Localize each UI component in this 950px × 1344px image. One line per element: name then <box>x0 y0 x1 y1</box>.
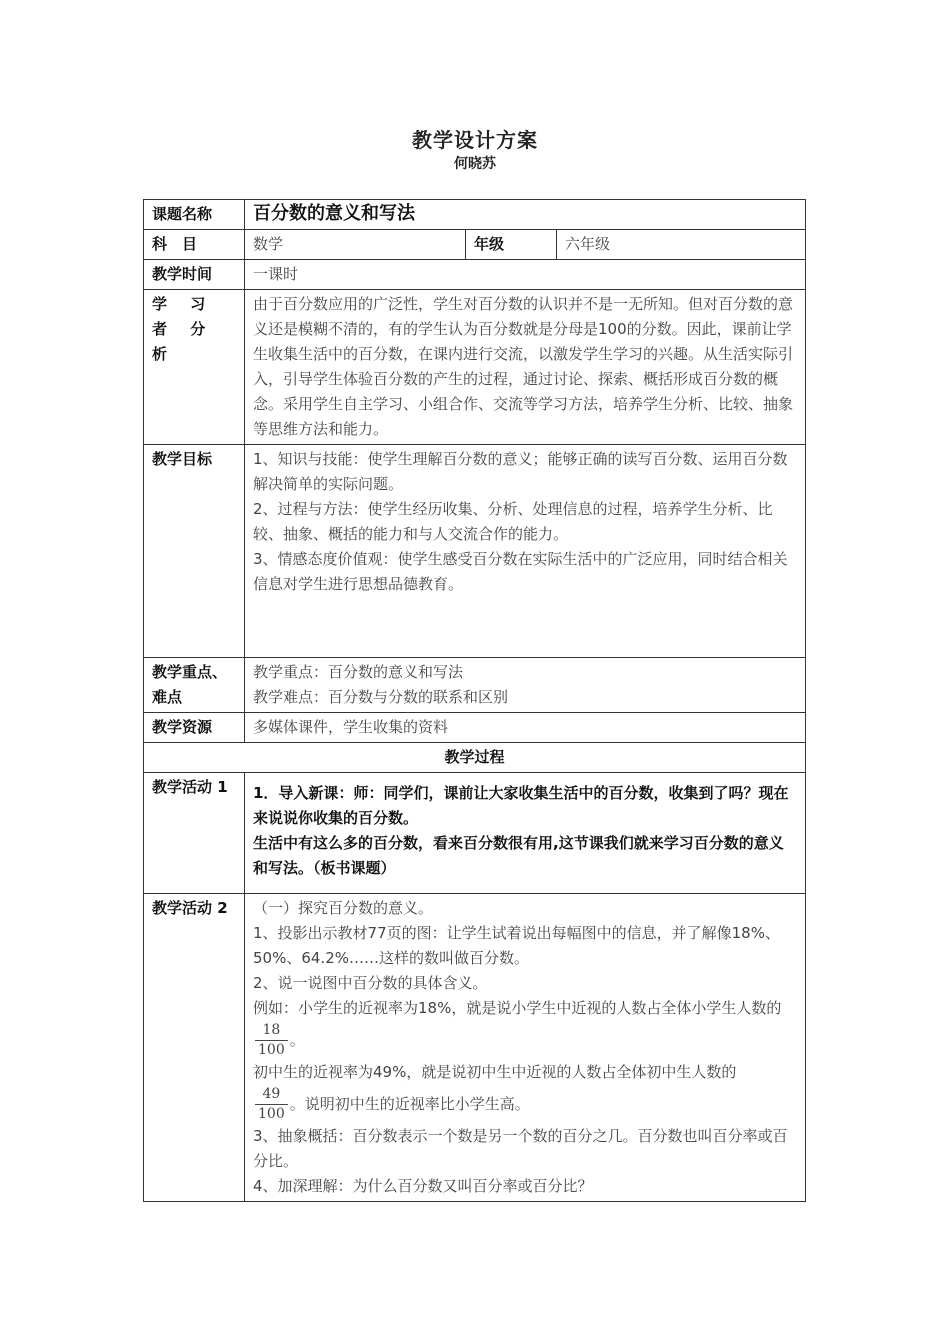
resources-row <box>144 713 806 743</box>
activity2-example <box>253 996 797 1060</box>
fraction-denominator: 100 <box>258 1106 285 1122</box>
learner-row <box>144 290 806 445</box>
key-point: 教学重点：百分数的意义和写法 <box>253 663 464 681</box>
lesson-title: 百分数的意义和写法 <box>253 203 415 224</box>
activity1-label: 教学活动 1 <box>144 773 245 894</box>
time-value: 一课时 <box>245 260 806 290</box>
example-text: 例如：小学生的近视率为18%，就是说小学生中近视的人数占全体小学生人数的 <box>253 999 782 1017</box>
activity2-label: 教学活动 2 <box>144 894 245 1202</box>
activity1-row <box>144 773 806 894</box>
activity1-content <box>245 773 806 894</box>
subject-row <box>144 230 806 260</box>
activity1-summary: 生活中有这么多的百分数，看来百分数很有用,这节课我们就来学习百分数的意义和写法。（板书课题） <box>253 834 784 877</box>
fraction-numerator: 18 <box>255 1021 288 1041</box>
key-points-label: 教学重点、难点 <box>144 658 245 713</box>
goals-label: 教学目标 <box>144 445 245 658</box>
process-heading: 教学过程 <box>144 743 806 773</box>
goal-item: 3、情感态度价值观：使学生感受百分数在实际生活中的广泛应用，同时结合相关信息对学生进行思想品德教育。 <box>253 550 788 593</box>
time-row <box>144 260 806 290</box>
activity2-section-title: （一）探究百分数的意义。 <box>253 899 434 917</box>
activity2-step: 4、加深理解：为什么百分数又叫百分率或百分比？ <box>253 1177 593 1195</box>
fraction-49-100 <box>255 1085 288 1124</box>
topic-value <box>245 200 806 230</box>
activity2-step: 3、抽象概括：百分数表示一个数是另一个数的百分之几。百分数也叫百分率或百分比。 <box>253 1127 788 1170</box>
fraction-numerator: 49 <box>255 1085 288 1105</box>
learner-analysis: 由于百分数应用的广泛性，学生对百分数的认识并不是一无所知。但对百分数的意义还是模糊不清的，有的学生认为百分数就是分母是100的分数。因此，课前让学生收集生活中的百分数，在课内进行交流，以激发学生学习的兴趣。从生活实际引入，引导学生体验百分数的产生的过程，通过讨论、探索、概括形成百分数的概念。采用学生自主学习、小组合作、交流等学习方法，培养学生分析、比较、抽象等思维方法和能力。 <box>245 290 806 445</box>
resources-label: 教学资源 <box>144 713 245 743</box>
fraction-denominator: 100 <box>258 1042 285 1058</box>
fraction-18-100 <box>255 1021 288 1060</box>
topic-label: 课题名称 <box>144 200 245 230</box>
key-points-row <box>144 658 806 713</box>
difficult-point: 教学难点：百分数与分数的联系和区别 <box>253 688 509 706</box>
activity2-step: 1、投影出示教材77页的图：让学生试着说出每幅图中的信息，并了解像18%、50%、64.2%……这样的数叫做百分数。 <box>253 924 780 967</box>
time-label: 教学时间 <box>144 260 245 290</box>
activity2-row <box>144 894 806 1202</box>
activity2-step: 2、说一说图中百分数的具体含义。 <box>253 974 488 992</box>
goal-item: 1、知识与技能：使学生理解百分数的意义；能够正确的读写百分数、运用百分数解决简单的实际问题。 <box>253 450 788 493</box>
subject-label: 科 目 <box>144 230 245 260</box>
grade-label: 年级 <box>466 230 557 260</box>
goals-row <box>144 445 806 658</box>
goal-item: 2、过程与方法：使学生经历收集、分析、处理信息的过程，培养学生分析、比较、抽象、概括的能力和与人交流合作的能力。 <box>253 500 773 543</box>
learner-label-text: 学 习 者 分析 <box>152 295 215 363</box>
activity1-intro: 1．导入新课：师：同学们，课前让大家收集生活中的百分数，收集到了吗？现在来说说你收集的百分数。 <box>253 784 789 827</box>
grade-value: 六年级 <box>557 230 806 260</box>
goals-list <box>245 445 806 658</box>
example-text: 初中生的近视率为49%，就是说初中生中近视的人数占全体初中生人数的 <box>253 1063 737 1081</box>
lesson-plan-table <box>143 199 806 1202</box>
activity2-example <box>253 1060 797 1124</box>
learner-label <box>144 290 245 445</box>
topic-row <box>144 200 806 230</box>
example-text-end: 。 <box>289 1031 305 1049</box>
process-heading-row <box>144 743 806 773</box>
subject-value: 数学 <box>245 230 466 260</box>
document-title: 教学设计方案 <box>412 128 538 152</box>
key-points-cell <box>245 658 806 713</box>
example-text-end: 。说明初中生的近视率比小学生高。 <box>289 1095 530 1113</box>
activity2-content <box>245 894 806 1202</box>
resources-value: 多媒体课件，学生收集的资料 <box>245 713 806 743</box>
document-author: 何晓苏 <box>454 156 496 172</box>
